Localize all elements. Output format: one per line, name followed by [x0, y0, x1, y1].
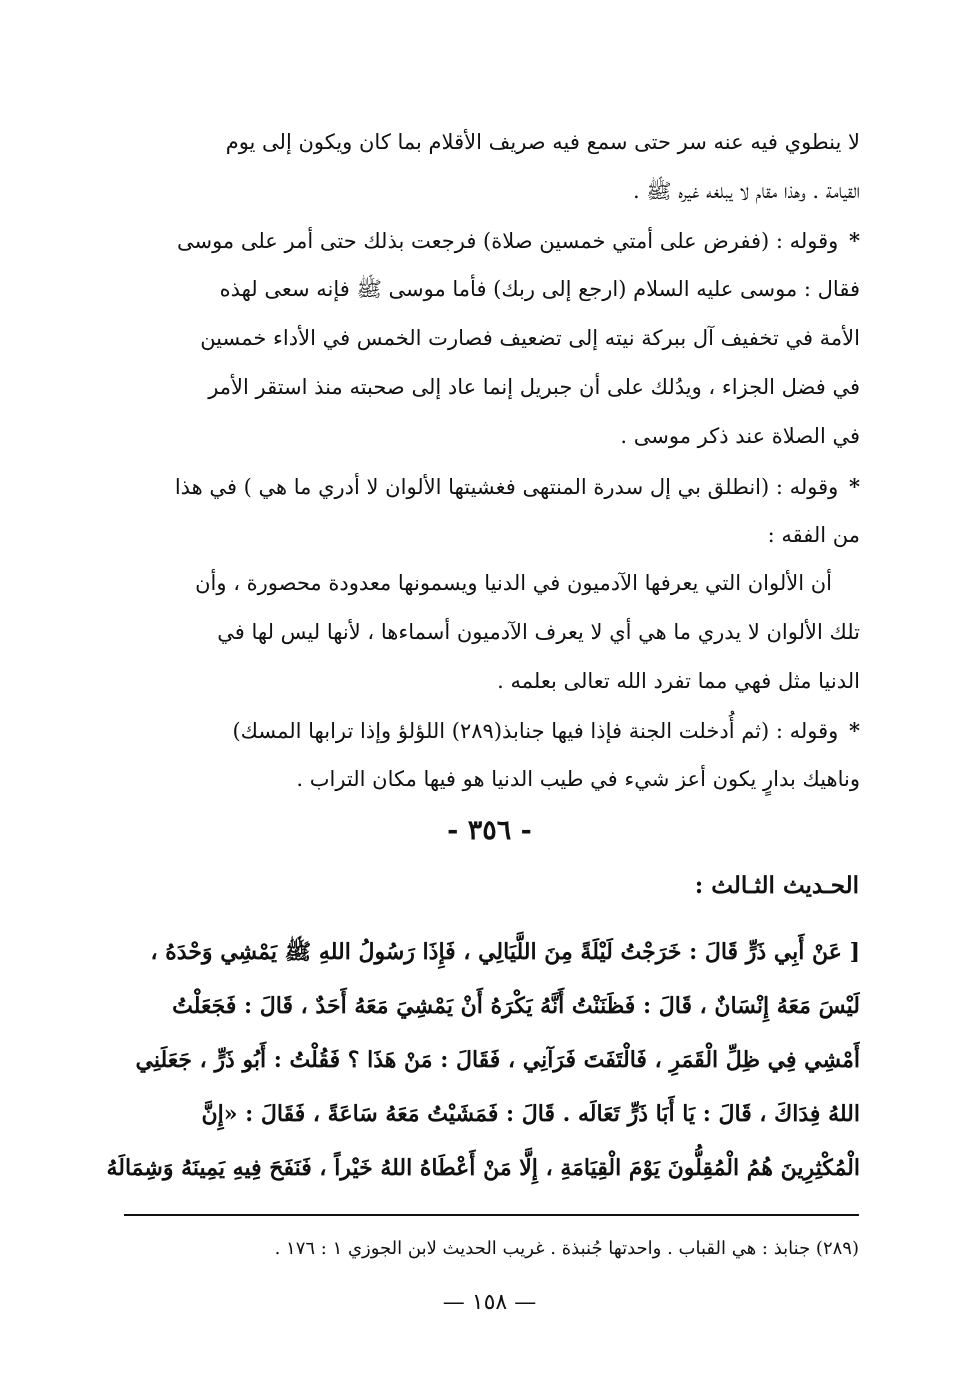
hadith-number: - ٣٥٦ -: [447, 815, 532, 846]
section-title: الحـديث الثـالث :: [694, 872, 859, 899]
text-line: أن الألوان التي يعرفها الآدميون في الدنيا ويسمونها معدودة محصورة ، وأن: [195, 571, 832, 595]
asterisk-bullet: *: [849, 228, 860, 253]
commentary-item-sidrat-almuntaha: [100, 462, 860, 560]
paragraph-intro: [100, 118, 860, 216]
footnote-divider: [124, 1214, 859, 1216]
text-line: القيامة . وهذا مقام لا يبلغه غيره ﷺ .: [632, 179, 860, 203]
hadith-line: الْمُكْثِرِينَ هُمُ الْمُقِلُّونَ يَوْمَ الْقِيَامَةِ ، إِلَّا مَنْ أَعْطَاهُ اللهُ خَيْراً ، فَنَفَحَ فِيهِ يَمِينَهُ وَشِمَالَهُ: [106, 1155, 860, 1181]
hadith-line: لَيْسَ مَعَهُ إِنْسَانٌ ، قَالَ : فَظَنَنْتُ أَنَّهُ يَكْرَهُ أَنْ يَمْشِيَ مَعَهُ أَحَدٌ ، قَالَ : فَجَعَلْتُ: [172, 993, 860, 1019]
page-number: — ١٥٨ —: [442, 1290, 537, 1315]
hadith-line: أَمْشِي فِي ظِلِّ الْقَمَرِ ، فَالْتَفَتَ فَرَآنِي ، فَقَالَ : مَنْ هَذَا ؟ فَقُلْتُ : أَبُو ذَرٍّ ، جَعَلَنِي: [135, 1047, 860, 1073]
text-line: لا ينطوي فيه عنه سر حتى سمع فيه صريف الأقلام بما كان ويكون إلى يوم: [225, 130, 860, 154]
text-line: [100, 706, 860, 755]
asterisk-bullet: *: [849, 474, 860, 499]
text-line: في الصلاة عند ذكر موسى .: [620, 424, 860, 448]
hadith-line: [ عَنْ أَبِي ذَرٍّ قَالَ : خَرَجْتُ لَيْلَةً مِنَ اللَّيَالِي ، فَإِذَا رَسُولُ اللهِ ﷺ يَمْشِي وَحْدَهُ ،: [150, 939, 860, 965]
text-line: [100, 462, 860, 511]
text-line-content: وقوله : (انطلق بي إل سدرة المنتهى فغشيتها الألوان لا أدري ما هي ) في هذا: [174, 475, 839, 499]
hadith-text: [100, 925, 860, 1195]
paragraph-colors: [100, 559, 860, 706]
text-line-content: وقوله : (ففرض على أمتي خمسين صلاة) فرجعت بذلك حتى أمر على موسى: [176, 229, 839, 253]
text-line: الدنيا مثل فهي مما تفرد الله تعالى بعلمه .: [497, 669, 860, 693]
text-line: فقال : موسى عليه السلام (ارجع إلى ربك) فأما موسى ﷺ فإنه سعى لهذه: [219, 277, 860, 301]
asterisk-bullet: *: [849, 718, 860, 743]
text-line: وناهيك بدارٍ يكون أعز شيء في طيب الدنيا هو فيها مكان التراب .: [296, 767, 860, 791]
text-line: من الفقه :: [767, 523, 860, 547]
text-line: [100, 216, 860, 265]
commentary-item-paradise: [100, 706, 860, 804]
text-line: تلك الألوان لا يدري ما هي أي لا يعرف الآدميون أسماءها ، لأنها ليس لها في: [217, 620, 860, 644]
text-line: الأمة في تخفيف آل ببركة نيته إلى تضعيف فصارت الخمس في الأداء خمسين: [200, 326, 860, 350]
hadith-line: اللهُ فِدَاكَ ، قَالَ : يَا أَبَا ذَرٍّ تَعَالَه . قَالَ : فَمَشَيْتُ مَعَهُ سَاعَةً ، فَقَالَ : «إِنَّ: [201, 1101, 860, 1127]
text-line-content: وقوله : (ثم أُدخلت الجنة فإذا فيها جنابذ(٢٨٩) اللؤلؤ وإذا ترابها المسك): [232, 719, 839, 743]
footnote: (٢٨٩) جنابذ : هي القباب . واحدتها جُنبذة . غريب الحديث لابن الجوزي ١ : ١٧٦ .: [274, 1238, 859, 1259]
commentary-item-fifty-prayers: [100, 216, 860, 461]
text-line: في فضل الجزاء ، ويدُلك على أن جبريل إنما عاد إلى صحبته منذ استقر الأمر: [208, 375, 860, 399]
